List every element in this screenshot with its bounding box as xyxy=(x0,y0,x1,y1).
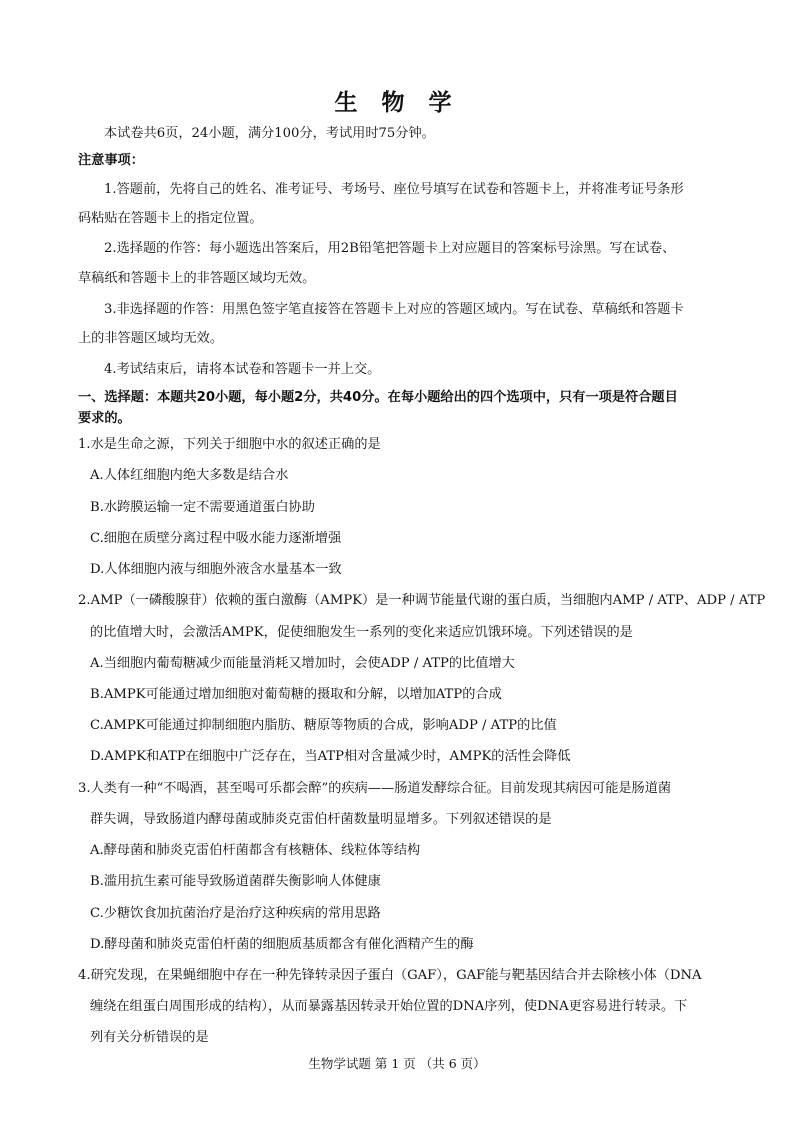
notice-heading: 注意事项： xyxy=(78,153,144,168)
question-3-option: D.酵母菌和肺炎克雷伯杆菌的细胞质基质都含有催化酒精产生的酶 xyxy=(90,937,474,952)
question-3-option: C.少糖饮食加抗菌治疗是治疗这种疾病的常用思路 xyxy=(90,906,381,921)
notice-line: 草稿纸和答题卡上的非答题区域均无效。 xyxy=(78,271,316,286)
question-2-option: B.AMPK可能通过增加细胞对葡萄糖的摄取和分解，以增加ATP的合成 xyxy=(90,687,502,702)
notice-line: 码粘贴在答题卡上的指定位置。 xyxy=(78,211,263,226)
question-4-stem: 4.研究发现，在果蝇细胞中存在一种先锋转录因子蛋白（GAF），GAF能与靶基因结合并去除核小体（DNA xyxy=(78,968,702,983)
question-1-stem: 1.水是生命之源，下列关于细胞中水的叙述正确的是 xyxy=(78,437,381,452)
question-2-stem: 2.AMP（一磷酸腺苷）依赖的蛋白激酶（AMPK）是一种调节能量代谢的蛋白质，当细胞内AMP / ATP、ADP / ATP xyxy=(78,593,766,608)
question-1-option: B.水跨膜运输一定不需要通道蛋白协助 xyxy=(90,500,315,515)
notice-line: 2.选择题的作答：每小题选出答案后，用2B铅笔把答题卡上对应题目的答案标号涂黑。写在试卷、 xyxy=(104,241,676,256)
question-3-option: B.滥用抗生素可能导致肠道菌群失衡影响人体健康 xyxy=(90,874,381,889)
notice-line: 上的非答题区域均无效。 xyxy=(78,331,224,346)
question-4-stem: 列有关分析错误的是 xyxy=(90,1030,209,1045)
question-1-option: C.细胞在质壁分离过程中吸水能力逐渐增强 xyxy=(90,531,342,546)
question-4-stem: 缠绕在组蛋白周围形成的结构），从而暴露基因转录开始位置的DNA序列，使DNA更容易进行转录。下 xyxy=(90,999,688,1014)
notice-line: 4.考试结束后，请将本试卷和答题卡一并上交。 xyxy=(104,362,381,377)
question-2-option: C.AMPK可能通过抑制细胞内脂肪、糖原等物质的合成，影响ADP / ATP的比值 xyxy=(90,718,557,733)
section-heading: 要求的。 xyxy=(78,411,131,426)
page-footer: 生物学试题 第 1 页 （共 6 页） xyxy=(308,1056,486,1071)
question-1-option: A.人体红细胞内绝大多数是结合水 xyxy=(90,468,289,483)
section-heading: 一、选择题：本题共20小题，每小题2分，共40分。在每小题给出的四个选项中，只有一项是符合题目 xyxy=(78,390,678,405)
question-3-stem: 群失调，导致肠道内酵母菌或肺炎克雷伯杆菌数量明显增多。下列叙述错误的是 xyxy=(90,812,552,827)
question-3-stem: 3.人类有一种“不喝酒，甚至喝可乐都会醉”的疾病——肠道发酵综合征。目前发现其病因可能是肠道菌 xyxy=(78,781,672,796)
exam-intro: 本试卷共6页，24小题，满分100分，考试用时75分钟。 xyxy=(104,126,435,141)
notice-line: 1.答题前，先将自己的姓名、准考证号、考场号、座位号填写在试卷和答题卡上，并将准考证号条形 xyxy=(104,182,684,197)
question-2-option: A.当细胞内葡萄糖减少而能量消耗又增加时，会使ADP / ATP的比值增大 xyxy=(90,656,515,671)
page-title: 生 物 学 xyxy=(334,90,460,116)
question-3-option: A.酵母菌和肺炎克雷伯杆菌都含有核糖体、线粒体等结构 xyxy=(90,843,421,858)
question-2-stem: 的比值增大时，会激活AMPK，促使细胞发生一系列的变化来适应饥饿环境。下列述错误的是 xyxy=(90,625,633,640)
question-2-option: D.AMPK和ATP在细胞中广泛存在，当ATP相对含量减少时，AMPK的活性会降低 xyxy=(90,749,571,764)
question-1-option: D.人体细胞内液与细胞外液含水量基本一致 xyxy=(90,562,342,577)
notice-line: 3.非选择题的作答：用黑色签字笔直接答在答题卡上对应的答题区域内。写在试卷、草稿纸和答题卡 xyxy=(104,302,684,317)
